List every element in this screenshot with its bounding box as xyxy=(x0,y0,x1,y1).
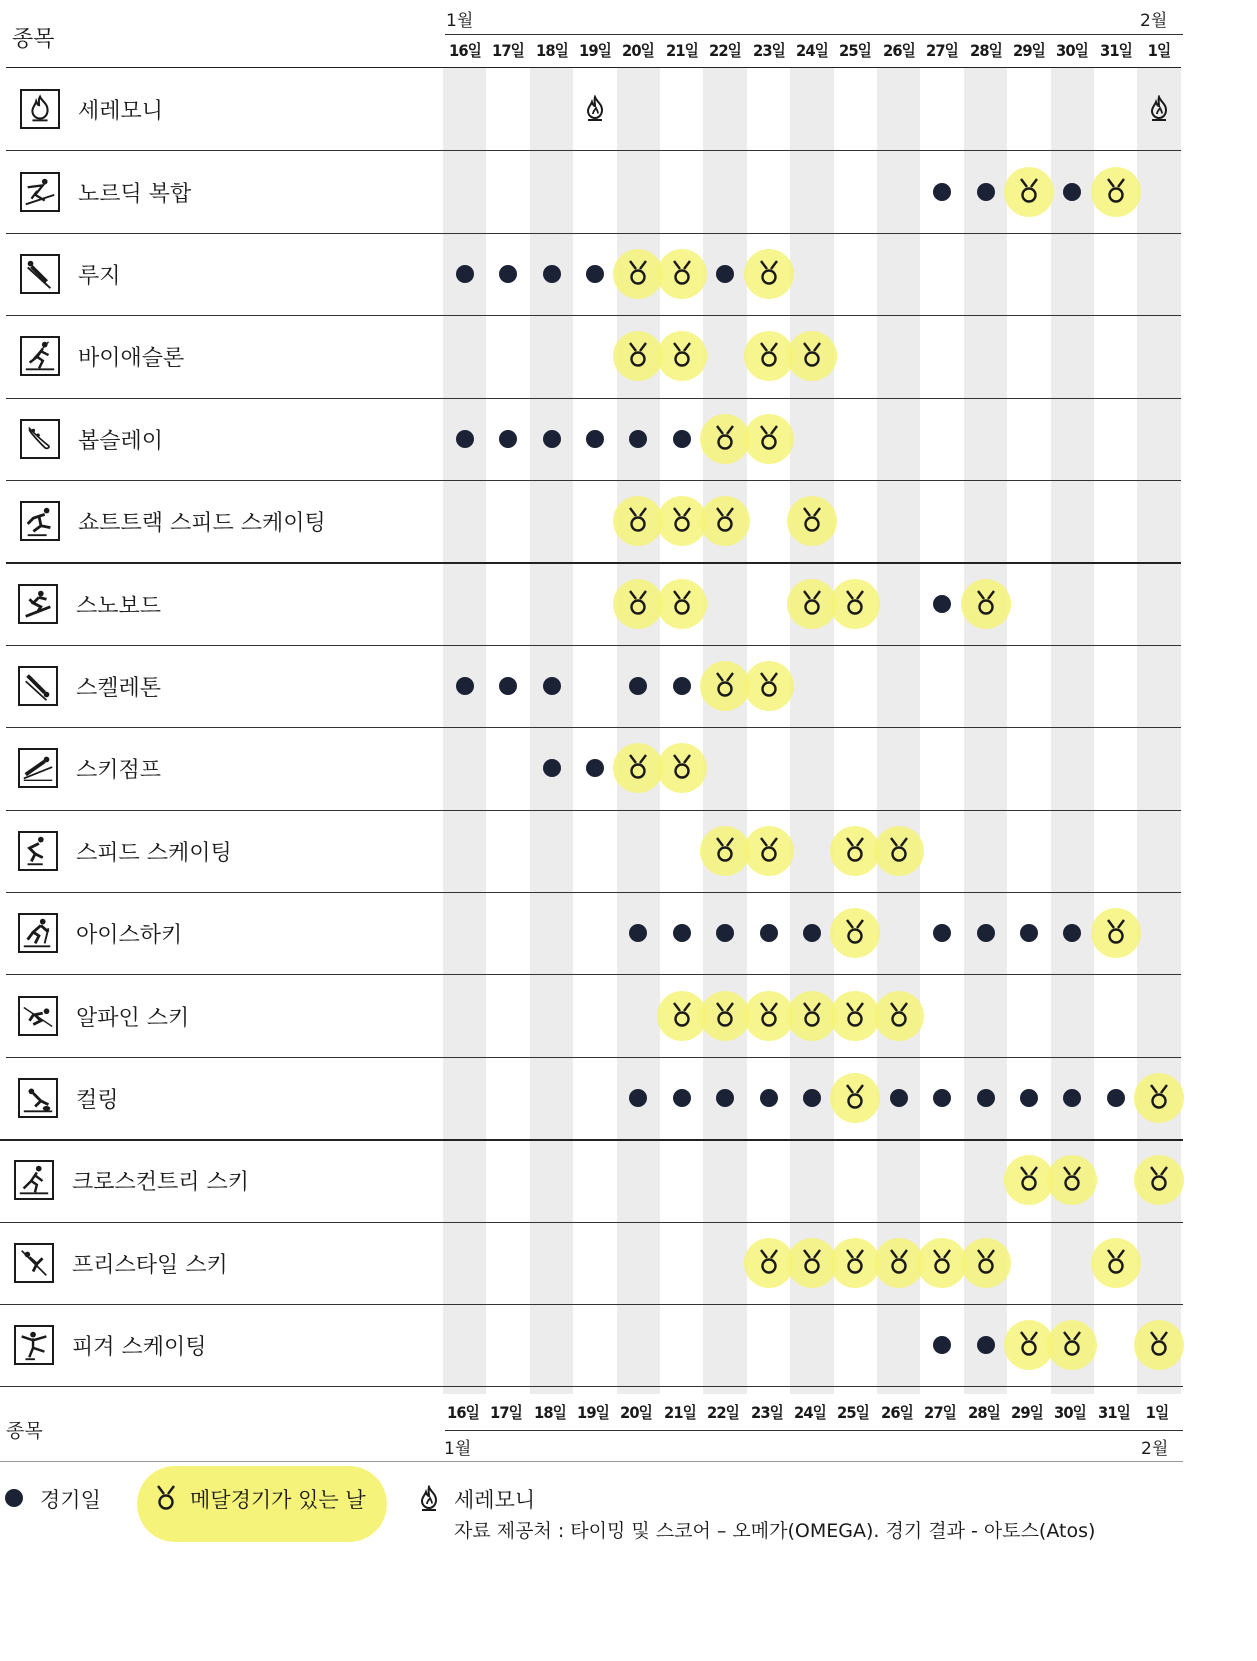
medal-icon xyxy=(627,260,649,286)
medal-icon xyxy=(844,919,866,945)
nordic-combined-icon-glyph xyxy=(22,174,58,210)
sport-name: 봅슬레이 xyxy=(78,429,164,454)
medal-icon xyxy=(1018,1331,1040,1357)
footer-day-label: 20일 xyxy=(620,1403,653,1422)
sport-name: 알파인 스키 xyxy=(76,1006,190,1031)
curling-icon-glyph xyxy=(20,1080,56,1116)
legend-rule xyxy=(0,1461,1183,1462)
competition-day-dot xyxy=(543,759,561,777)
flame-icon xyxy=(1148,95,1170,121)
freestyle-ski-icon xyxy=(14,1243,54,1283)
column-stripe xyxy=(790,68,833,1394)
ice-hockey-icon-glyph xyxy=(20,915,56,951)
footer-day-label: 25일 xyxy=(837,1403,870,1422)
alpine-ski-icon-glyph xyxy=(20,998,56,1034)
header-day-label: 17일 xyxy=(492,41,525,60)
competition-day-dot xyxy=(977,924,995,942)
medal-icon xyxy=(1148,1084,1170,1110)
legend-competition-label: 경기일 xyxy=(40,1488,101,1512)
sport-name: 컬링 xyxy=(76,1088,119,1113)
figure-skating-icon-glyph xyxy=(16,1327,52,1363)
snowboard-icon xyxy=(18,584,58,624)
snowboard-icon-glyph xyxy=(20,586,56,622)
row-divider xyxy=(0,1139,1183,1141)
footer-month-start: 1월 xyxy=(444,1439,472,1459)
competition-day-dot xyxy=(977,1089,995,1107)
header-day-label: 1일 xyxy=(1147,41,1171,60)
competition-day-dot xyxy=(933,595,951,613)
row-divider xyxy=(6,67,1181,68)
medal-icon xyxy=(801,342,823,368)
competition-day-dot xyxy=(543,677,561,695)
competition-day-dot xyxy=(456,430,474,448)
footer-day-label: 18일 xyxy=(533,1403,566,1422)
medal-icon xyxy=(671,754,693,780)
header-month-rule xyxy=(445,34,1183,35)
column-stripe xyxy=(964,68,1007,1394)
footer-month-rule xyxy=(445,1430,1183,1431)
medal-icon xyxy=(627,590,649,616)
footer-day-label: 28일 xyxy=(967,1403,1000,1422)
freestyle-ski-icon-glyph xyxy=(16,1245,52,1281)
row-divider xyxy=(6,810,1181,811)
luge-icon xyxy=(20,254,60,294)
competition-day-dot xyxy=(890,1089,908,1107)
medal-icon xyxy=(758,1249,780,1275)
header-day-label: 21일 xyxy=(665,41,698,60)
competition-day-dot xyxy=(933,924,951,942)
competition-day-dot xyxy=(977,183,995,201)
sport-name: 루지 xyxy=(78,264,121,289)
competition-day-dot xyxy=(1063,183,1081,201)
header-day-label: 18일 xyxy=(535,41,568,60)
medal-icon xyxy=(1018,1166,1040,1192)
legend-dot xyxy=(5,1489,23,1507)
header-day-label: 29일 xyxy=(1012,41,1045,60)
sport-name: 바이애슬론 xyxy=(78,346,185,371)
medal-icon xyxy=(671,507,693,533)
competition-day-dot xyxy=(586,265,604,283)
competition-day-dot xyxy=(760,1089,778,1107)
competition-day-dot xyxy=(673,677,691,695)
header-day-label: 28일 xyxy=(969,41,1002,60)
speed-skating-icon xyxy=(18,831,58,871)
medal-icon xyxy=(714,837,736,863)
footer-day-label: 24일 xyxy=(793,1403,826,1422)
medal-icon xyxy=(671,1002,693,1028)
row-divider xyxy=(6,398,1181,399)
row-divider xyxy=(0,1386,1183,1387)
nordic-combined-icon xyxy=(20,172,60,212)
footer-day-label: 16일 xyxy=(446,1403,479,1422)
alpine-ski-icon xyxy=(18,996,58,1036)
cross-country-icon xyxy=(14,1160,54,1200)
footer-day-label: 21일 xyxy=(663,1403,696,1422)
medal-icon xyxy=(844,590,866,616)
competition-day-dot xyxy=(1020,924,1038,942)
medal-icon xyxy=(801,590,823,616)
footer-day-label: 26일 xyxy=(880,1403,913,1422)
competition-day-dot xyxy=(499,265,517,283)
row-divider xyxy=(6,1057,1181,1058)
legend-medal-icon xyxy=(155,1485,177,1511)
medal-icon xyxy=(758,260,780,286)
competition-day-dot xyxy=(933,1336,951,1354)
medal-icon xyxy=(714,425,736,451)
row-divider xyxy=(6,233,1181,234)
row-divider xyxy=(0,1304,1183,1305)
sport-name: 노르딕 복합 xyxy=(78,182,192,207)
medal-icon xyxy=(758,837,780,863)
footer-day-label: 27일 xyxy=(924,1403,957,1422)
competition-day-dot xyxy=(716,1089,734,1107)
medal-icon xyxy=(888,1002,910,1028)
biathlon-icon xyxy=(20,336,60,376)
footer-day-label: 23일 xyxy=(750,1403,783,1422)
medal-icon xyxy=(801,507,823,533)
medal-icon xyxy=(758,672,780,698)
ski-jump-icon xyxy=(18,748,58,788)
sport-name: 크로스컨트리 스키 xyxy=(72,1170,250,1195)
sport-name: 스켈레톤 xyxy=(76,676,162,701)
medal-icon xyxy=(931,1249,953,1275)
medal-icon xyxy=(758,342,780,368)
competition-day-dot xyxy=(586,759,604,777)
medal-icon xyxy=(844,1249,866,1275)
medal-icon xyxy=(714,672,736,698)
medal-icon xyxy=(975,590,997,616)
legend-medal-label: 메달경기가 있는 날 xyxy=(190,1488,366,1512)
header-day-label: 16일 xyxy=(448,41,481,60)
medal-icon xyxy=(671,260,693,286)
competition-day-dot xyxy=(977,1336,995,1354)
competition-day-dot xyxy=(716,265,734,283)
row-divider xyxy=(6,645,1181,646)
competition-day-dot xyxy=(673,924,691,942)
medal-icon xyxy=(671,342,693,368)
header-day-label: 25일 xyxy=(839,41,872,60)
footer-day-label: 30일 xyxy=(1054,1403,1087,1422)
header-day-label: 31일 xyxy=(1099,41,1132,60)
medal-icon xyxy=(714,507,736,533)
header-month-start: 1월 xyxy=(446,11,474,31)
medal-icon xyxy=(844,1002,866,1028)
row-divider xyxy=(6,727,1181,728)
competition-day-dot xyxy=(456,265,474,283)
competition-day-dot xyxy=(456,677,474,695)
medal-icon xyxy=(1148,1166,1170,1192)
header-day-label: 30일 xyxy=(1056,41,1089,60)
footer-day-label: 19일 xyxy=(576,1403,609,1422)
medal-icon xyxy=(844,1084,866,1110)
medal-icon xyxy=(758,1002,780,1028)
medal-icon xyxy=(888,1249,910,1275)
medal-icon xyxy=(627,342,649,368)
medal-icon xyxy=(844,837,866,863)
row-divider xyxy=(0,1222,1183,1223)
medal-icon xyxy=(1105,1249,1127,1275)
header-month-end: 2월 xyxy=(1140,11,1168,31)
medal-icon xyxy=(1105,178,1127,204)
sport-name: 프리스타일 스키 xyxy=(72,1253,228,1278)
medal-icon xyxy=(758,425,780,451)
medal-icon xyxy=(888,837,910,863)
medal-icon xyxy=(714,1002,736,1028)
row-divider xyxy=(6,892,1181,893)
footer-month-end: 2월 xyxy=(1141,1439,1169,1459)
footer-sport-label: 종목 xyxy=(6,1420,43,1442)
ski-jump-icon-glyph xyxy=(20,750,56,786)
sport-name: 세레모니 xyxy=(78,99,164,124)
competition-day-dot xyxy=(933,183,951,201)
competition-day-dot xyxy=(803,924,821,942)
competition-day-dot xyxy=(1020,1089,1038,1107)
bobsleigh-icon xyxy=(20,419,60,459)
ice-hockey-icon xyxy=(18,913,58,953)
footer-day-label: 17일 xyxy=(490,1403,523,1422)
competition-day-dot xyxy=(673,430,691,448)
legend-flame-icon xyxy=(418,1485,440,1511)
medal-icon xyxy=(1148,1331,1170,1357)
medal-icon xyxy=(1061,1166,1083,1192)
footer-day-label: 29일 xyxy=(1010,1403,1043,1422)
skeleton-icon-glyph xyxy=(20,668,56,704)
medal-icon xyxy=(801,1249,823,1275)
header-day-label: 24일 xyxy=(795,41,828,60)
legend-ceremony-label: 세레모니 xyxy=(454,1488,536,1512)
row-divider xyxy=(6,315,1181,316)
sport-name: 아이스하키 xyxy=(76,923,183,948)
sport-name: 스노보드 xyxy=(76,594,162,619)
sport-name: 쇼트트랙 스피드 스케이팅 xyxy=(78,511,326,536)
competition-day-dot xyxy=(933,1089,951,1107)
competition-day-dot xyxy=(499,430,517,448)
header-day-label: 19일 xyxy=(578,41,611,60)
competition-day-dot xyxy=(499,677,517,695)
footer-day-label: 1일 xyxy=(1145,1403,1169,1422)
competition-day-dot xyxy=(586,430,604,448)
header-day-label: 22일 xyxy=(709,41,742,60)
figure-skating-icon xyxy=(14,1325,54,1365)
luge-icon-glyph xyxy=(22,256,58,292)
medal-icon xyxy=(627,507,649,533)
header-day-label: 26일 xyxy=(882,41,915,60)
row-divider xyxy=(6,974,1181,975)
row-divider xyxy=(6,480,1181,481)
sport-name: 스키점프 xyxy=(76,758,162,783)
column-stripe xyxy=(877,68,920,1394)
row-divider xyxy=(6,562,1181,564)
source-note: 자료 제공처 : 타이밍 및 스코어 – 오메가(OMEGA). 경기 결과 - 아토스(Atos) xyxy=(454,1520,1096,1542)
competition-day-dot xyxy=(1107,1089,1125,1107)
medal-icon xyxy=(975,1249,997,1275)
speed-skating-icon-glyph xyxy=(20,833,56,869)
medal-icon xyxy=(801,1002,823,1028)
header-sport-label: 종목 xyxy=(12,27,55,52)
curling-icon xyxy=(18,1078,58,1118)
competition-day-dot xyxy=(673,1089,691,1107)
medal-icon xyxy=(1061,1331,1083,1357)
medal-icon xyxy=(1105,919,1127,945)
competition-day-dot xyxy=(543,265,561,283)
short-track-icon-glyph xyxy=(22,503,58,539)
competition-day-dot xyxy=(760,924,778,942)
header-day-label: 20일 xyxy=(622,41,655,60)
skeleton-icon xyxy=(18,666,58,706)
medal-icon xyxy=(1018,178,1040,204)
header-day-label: 27일 xyxy=(926,41,959,60)
medal-icon xyxy=(671,590,693,616)
cross-country-icon-glyph xyxy=(16,1162,52,1198)
header-day-label: 23일 xyxy=(752,41,785,60)
sport-name: 스피드 스케이팅 xyxy=(76,841,232,866)
flame-icon xyxy=(584,95,606,121)
competition-day-dot xyxy=(803,1089,821,1107)
flame-icon xyxy=(20,89,60,129)
biathlon-icon-glyph xyxy=(22,338,58,374)
bobsleigh-icon-glyph xyxy=(22,421,58,457)
competition-day-dot xyxy=(543,430,561,448)
footer-day-label: 31일 xyxy=(1097,1403,1130,1422)
flame-icon-glyph xyxy=(22,91,58,127)
competition-day-dot xyxy=(629,430,647,448)
short-track-icon xyxy=(20,501,60,541)
sport-name: 피겨 스케이팅 xyxy=(72,1335,207,1360)
row-divider xyxy=(6,150,1181,151)
medal-icon xyxy=(627,754,649,780)
footer-day-label: 22일 xyxy=(707,1403,740,1422)
